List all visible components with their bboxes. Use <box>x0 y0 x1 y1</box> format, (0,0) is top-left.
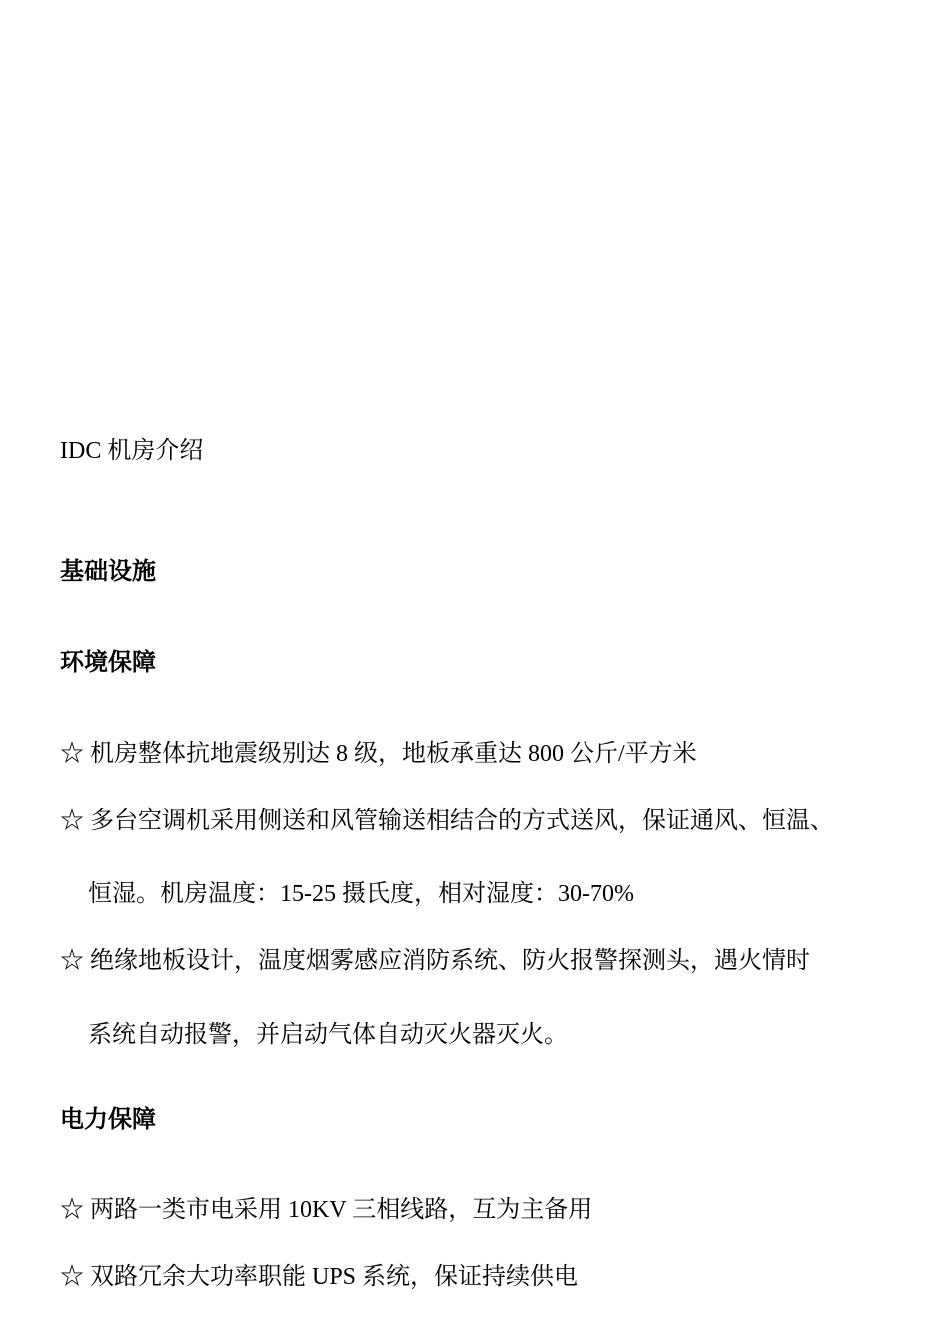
env-item-fire-continued: 系统自动报警，并启动气体自动灭火器灭火。 <box>88 1022 568 1048</box>
power-item-ups: ☆ 双路冗余大功率职能 UPS 系统，保证持续供电 <box>60 1264 579 1290</box>
env-item-fire: ☆ 绝缘地板设计，温度烟雾感应消防系统、防火报警探测头，遇火情时 <box>60 948 810 974</box>
section-heading-infrastructure: 基础设施 <box>60 559 156 585</box>
document-title: IDC 机房介绍 <box>60 438 204 464</box>
env-item-aircon: ☆ 多台空调机采用侧送和风管输送相结合的方式送风，保证通风、恒温、 <box>60 808 834 834</box>
env-item-seismic: ☆ 机房整体抗地震级别达 8 级，地板承重达 800 公斤/平方米 <box>60 741 697 767</box>
section-heading-power: 电力保障 <box>60 1107 156 1133</box>
section-heading-environment: 环境保障 <box>60 650 156 676</box>
power-item-mains: ☆ 两路一类市电采用 10KV 三相线路，互为主备用 <box>60 1197 593 1223</box>
env-item-aircon-continued: 恒湿。机房温度：15-25 摄氏度，相对湿度：30-70% <box>88 881 634 907</box>
